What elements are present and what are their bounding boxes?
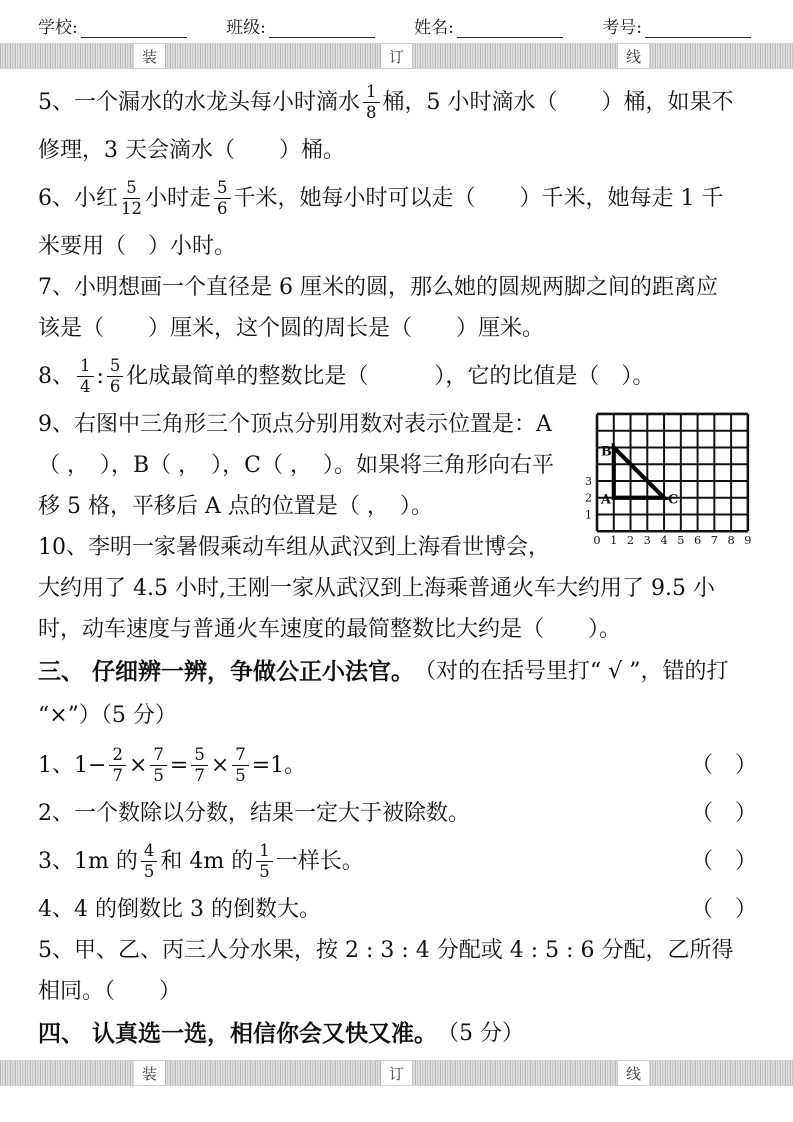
question-text: 移 5 格，平移后 A 点的位置是（ ， ）。 (38, 493, 433, 519)
fraction (253, 841, 276, 883)
question-text: 千米，她每小时可以走（ ）千米，她每走 1 千 (233, 185, 724, 211)
fraction (360, 82, 383, 124)
binding-label-xian: 线 (618, 44, 649, 68)
triangle-grid-diagram (583, 410, 755, 550)
question-text: 10、李明一家暑假乘动车组从武汉到上海看世博会， (38, 534, 550, 560)
fraction-numerator: 4 (141, 842, 158, 862)
worksheet-body (0, 69, 793, 1056)
text-line (38, 650, 757, 694)
fraction-denominator: 7 (194, 766, 205, 785)
question-text: 5、一个漏水的水龙头每小时滴水 (38, 89, 360, 115)
text-line (38, 568, 757, 609)
question-text: 该是（ ）厘米，这个圆的周长是（ ）厘米。 (38, 315, 545, 341)
grid-label: 0 (593, 533, 601, 548)
fraction-numerator: 1 (363, 83, 380, 103)
question-text: 7、小明想画一个直径是 6 厘米的圆，那么她的圆规两脚之间的距离应 (38, 274, 718, 300)
question-tf4 (38, 889, 757, 930)
answer-parens: （ ） (690, 848, 757, 874)
fraction-denominator: 7 (112, 766, 123, 785)
question-text: : (96, 363, 104, 389)
question-tf2 (38, 793, 757, 834)
fraction-denominator: 8 (366, 103, 377, 122)
question-text: 5、甲、乙、丙三人分水果，按 2 : 3 : 4 分配或 4 : 5 : 6 分配，乙所得 (38, 937, 734, 963)
question-text: 桶，5 小时滴水（ ）桶，如果不 (382, 89, 734, 115)
question-text: “×”）（5 分） (38, 703, 177, 729)
header-fields (0, 0, 793, 43)
grid-label: 1 (610, 533, 618, 548)
question-q8 (38, 349, 757, 404)
fraction (147, 745, 170, 787)
answer-parens: （ ） (690, 800, 757, 826)
question-text: 3、1m 的 (38, 848, 138, 874)
answer-parens: （ ） (690, 896, 757, 922)
text-line (38, 793, 757, 834)
question-tf5 (38, 930, 757, 1012)
question-q6 (38, 171, 757, 267)
text-line (38, 171, 757, 226)
heading-text: 四、 认真选一选，相信你会又快又准。 (38, 1020, 438, 1047)
grid-label: 3 (584, 473, 593, 488)
fraction (104, 356, 127, 398)
question-text: 4、4 的倒数比 3 的倒数大。 (38, 896, 321, 922)
fraction-numerator: 5 (107, 357, 124, 377)
fraction-denominator: 5 (153, 766, 164, 785)
grid-label: 2 (626, 533, 635, 548)
question-text: 1、1− (38, 752, 107, 778)
question-text: 米要用（ ）小时。 (38, 233, 237, 259)
question-text: 时，动车速度与普通火车速度的最简整数比大约是（ ）。 (38, 616, 622, 642)
question-text: =1。 (251, 752, 307, 778)
question-text: （5 分） (437, 1021, 525, 1047)
question-text: 化成最简单的整数比是（ ），它的比值是（ ）。 (126, 363, 655, 389)
text-line (38, 130, 757, 171)
text-line (38, 349, 757, 404)
fraction-denominator: 12 (121, 199, 142, 218)
text-line (38, 971, 757, 1012)
question-text: 8、 (38, 363, 74, 389)
fraction-numerator: 7 (232, 746, 249, 766)
fraction-denominator: 5 (235, 766, 246, 785)
grid-label: B (600, 444, 612, 460)
heading-text: 三、 仔细辨一辨，争做公正小法官。 (38, 658, 415, 685)
text-line (38, 1012, 757, 1056)
question-tf3 (38, 834, 757, 889)
question-text: （ ， ），B（ ， ），C（ ， ）。如果将三角形向右平 (38, 452, 554, 478)
grid-label: A (600, 492, 611, 508)
grid-label: 7 (710, 533, 718, 548)
binding-label-ding: 订 (381, 1061, 412, 1085)
text-line (38, 267, 757, 308)
section-heading-section-3 (38, 650, 757, 738)
grid-label: 9 (744, 533, 752, 548)
answer-parens: （ ） (690, 752, 757, 778)
grid-label: 1 (584, 507, 593, 522)
name-field (414, 13, 563, 38)
fraction-numerator: 7 (150, 746, 167, 766)
school-field (38, 13, 187, 38)
text-line (38, 308, 757, 349)
question-text: 2、一个数除以分数，结果一定大于被除数。 (38, 800, 470, 826)
text-line (38, 609, 757, 650)
fraction-denominator: 6 (217, 199, 228, 218)
binding-label-ding: 订 (381, 44, 412, 68)
question-text: （对的在括号里打“ √ ”，错的打 (414, 659, 729, 685)
question-q7 (38, 267, 757, 349)
question-text: × (128, 752, 148, 778)
school-label: 学校: (38, 18, 78, 38)
question-text: 一样长。 (275, 848, 364, 874)
question-text: 大约用了 4.5 小时,王刚一家从武汉到上海乘普通火车大约用了 9.5 小 (38, 575, 715, 601)
fraction (118, 178, 145, 220)
position-grid (583, 410, 753, 550)
class-blank-line (269, 21, 375, 38)
binding-label-xian: 线 (618, 1061, 649, 1085)
fraction (188, 745, 211, 787)
question-tf1 (38, 738, 757, 793)
school-blank-line (81, 21, 187, 38)
class-label: 班级: (226, 18, 266, 38)
class-field (226, 13, 375, 38)
text-line (38, 75, 757, 130)
name-blank-line (457, 21, 563, 38)
binding-label-zhuang: 装 (134, 1061, 165, 1085)
fraction-numerator: 5 (191, 746, 208, 766)
fraction-numerator: 5 (214, 179, 231, 199)
fraction (229, 745, 252, 787)
text-line (38, 694, 757, 738)
binding-strip-bottom (0, 1060, 793, 1086)
grid-label: 2 (584, 490, 593, 505)
binding-strip-top (0, 43, 793, 69)
fraction-numerator: 5 (123, 179, 140, 199)
grid-label: 8 (727, 533, 735, 548)
fraction-numerator: 1 (77, 357, 94, 377)
exam-no-label: 考号: (602, 18, 642, 38)
grid-label: 6 (693, 533, 702, 548)
question-text: = (169, 752, 189, 778)
fraction (106, 745, 129, 787)
question-text: 小时走 (145, 185, 212, 211)
fraction-numerator: 1 (256, 842, 273, 862)
exam-no-blank-line (645, 21, 751, 38)
grid-label: 4 (660, 533, 668, 548)
fraction-denominator: 4 (80, 377, 91, 396)
question-text: 相同。（ ） (38, 978, 182, 1004)
text-line (38, 226, 757, 267)
grid-label: 5 (677, 533, 685, 548)
question-text: 和 4m 的 (160, 848, 254, 874)
binding-label-zhuang: 装 (134, 44, 165, 68)
fraction-denominator: 5 (259, 862, 270, 881)
text-line (38, 834, 757, 889)
fraction-denominator: 6 (109, 377, 121, 396)
text-line (38, 738, 757, 793)
text-line (38, 930, 757, 971)
grid-label: C (668, 492, 679, 508)
triangle-shape (614, 447, 664, 497)
fraction-denominator: 5 (143, 862, 155, 881)
exam-no-field (602, 13, 751, 38)
grid-label: 3 (643, 533, 651, 548)
question-text: 修理，3 天会滴水（ ）桶。 (38, 137, 345, 163)
question-text: × (210, 752, 230, 778)
question-q5 (38, 75, 757, 171)
fraction (74, 356, 97, 398)
fraction-numerator: 2 (109, 746, 126, 766)
text-line (38, 889, 757, 930)
name-label: 姓名: (414, 18, 454, 38)
fraction (211, 178, 234, 220)
fraction (138, 841, 161, 883)
question-text: 9、右图中三角形三个顶点分别用数对表示位置是：A (38, 411, 552, 437)
question-text: 6、小红 (38, 185, 118, 211)
section-heading-section-4 (38, 1012, 757, 1056)
